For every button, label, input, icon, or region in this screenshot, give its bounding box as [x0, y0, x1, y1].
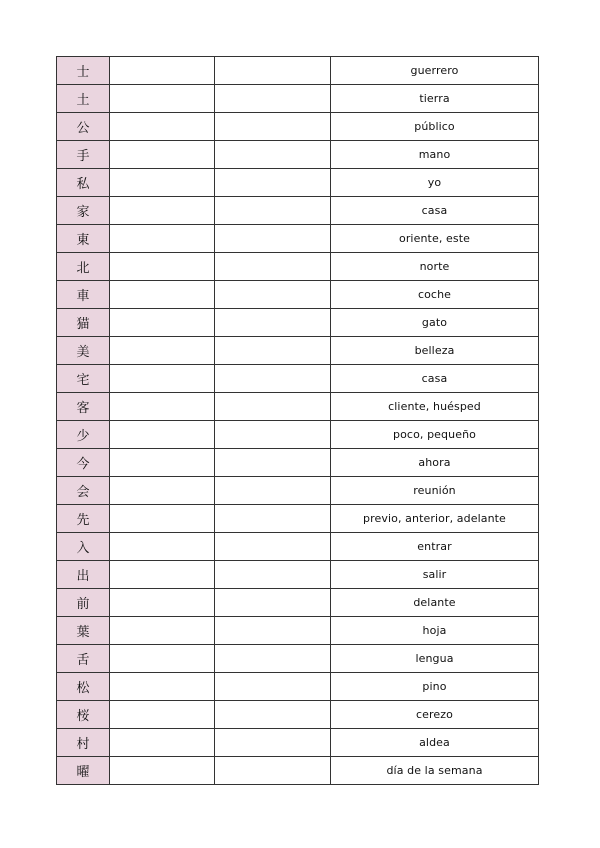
kanji-cell: 手: [57, 141, 110, 169]
table-row: [57, 365, 539, 393]
meaning-cell: pino: [331, 673, 539, 701]
writing-blank-cell: [215, 617, 331, 645]
meaning-cell: belleza: [331, 337, 539, 365]
table-row: [57, 645, 539, 673]
meaning-cell: oriente, este: [331, 225, 539, 253]
meaning-cell: casa: [331, 197, 539, 225]
reading-blank-cell: [110, 365, 215, 393]
reading-blank-cell: [110, 729, 215, 757]
writing-blank-cell: [215, 449, 331, 477]
meaning-cell: delante: [331, 589, 539, 617]
table-row: [57, 309, 539, 337]
reading-blank-cell: [110, 561, 215, 589]
writing-blank-cell: [215, 421, 331, 449]
kanji-cell: 今: [57, 449, 110, 477]
kanji-cell: 少: [57, 421, 110, 449]
writing-blank-cell: [215, 253, 331, 281]
writing-blank-cell: [215, 197, 331, 225]
table-row: [57, 141, 539, 169]
meaning-cell: salir: [331, 561, 539, 589]
kanji-cell: 宅: [57, 365, 110, 393]
table-row: [57, 393, 539, 421]
table-row: [57, 561, 539, 589]
kanji-cell: 猫: [57, 309, 110, 337]
reading-blank-cell: [110, 309, 215, 337]
kanji-cell: 松: [57, 673, 110, 701]
reading-blank-cell: [110, 113, 215, 141]
table-body: [57, 57, 539, 785]
writing-blank-cell: [215, 85, 331, 113]
meaning-cell: cerezo: [331, 701, 539, 729]
kanji-cell: 入: [57, 533, 110, 561]
kanji-cell: 車: [57, 281, 110, 309]
writing-blank-cell: [215, 589, 331, 617]
reading-blank-cell: [110, 337, 215, 365]
table-row: [57, 449, 539, 477]
kanji-cell: 前: [57, 589, 110, 617]
table-row: [57, 225, 539, 253]
writing-blank-cell: [215, 505, 331, 533]
writing-blank-cell: [215, 225, 331, 253]
meaning-cell: tierra: [331, 85, 539, 113]
reading-blank-cell: [110, 645, 215, 673]
kanji-cell: 家: [57, 197, 110, 225]
writing-blank-cell: [215, 645, 331, 673]
reading-blank-cell: [110, 225, 215, 253]
reading-blank-cell: [110, 253, 215, 281]
meaning-cell: mano: [331, 141, 539, 169]
kanji-cell: 舌: [57, 645, 110, 673]
kanji-cell: 曜: [57, 757, 110, 785]
meaning-cell: norte: [331, 253, 539, 281]
table-row: [57, 113, 539, 141]
writing-blank-cell: [215, 113, 331, 141]
writing-blank-cell: [215, 729, 331, 757]
table-row: [57, 253, 539, 281]
writing-blank-cell: [215, 141, 331, 169]
meaning-cell: público: [331, 113, 539, 141]
meaning-cell: reunión: [331, 477, 539, 505]
kanji-cell: 北: [57, 253, 110, 281]
table-row: [57, 281, 539, 309]
reading-blank-cell: [110, 393, 215, 421]
table-row: [57, 421, 539, 449]
meaning-cell: hoja: [331, 617, 539, 645]
meaning-cell: guerrero: [331, 57, 539, 85]
kanji-cell: 東: [57, 225, 110, 253]
writing-blank-cell: [215, 57, 331, 85]
reading-blank-cell: [110, 169, 215, 197]
kanji-cell: 私: [57, 169, 110, 197]
meaning-cell: cliente, huésped: [331, 393, 539, 421]
reading-blank-cell: [110, 197, 215, 225]
writing-blank-cell: [215, 169, 331, 197]
table-row: [57, 477, 539, 505]
kanji-cell: 会: [57, 477, 110, 505]
table-row: [57, 757, 539, 785]
kanji-cell: 土: [57, 85, 110, 113]
meaning-cell: casa: [331, 365, 539, 393]
kanji-cell: 出: [57, 561, 110, 589]
writing-blank-cell: [215, 561, 331, 589]
kanji-cell: 葉: [57, 617, 110, 645]
reading-blank-cell: [110, 141, 215, 169]
writing-blank-cell: [215, 365, 331, 393]
table-row: [57, 85, 539, 113]
writing-blank-cell: [215, 673, 331, 701]
meaning-cell: coche: [331, 281, 539, 309]
reading-blank-cell: [110, 449, 215, 477]
writing-blank-cell: [215, 393, 331, 421]
writing-blank-cell: [215, 477, 331, 505]
meaning-cell: gato: [331, 309, 539, 337]
meaning-cell: ahora: [331, 449, 539, 477]
meaning-cell: lengua: [331, 645, 539, 673]
reading-blank-cell: [110, 533, 215, 561]
kanji-cell: 村: [57, 729, 110, 757]
table-row: [57, 533, 539, 561]
table-row: [57, 337, 539, 365]
table-row: [57, 197, 539, 225]
writing-blank-cell: [215, 701, 331, 729]
reading-blank-cell: [110, 477, 215, 505]
table-row: [57, 617, 539, 645]
writing-blank-cell: [215, 337, 331, 365]
reading-blank-cell: [110, 617, 215, 645]
table-row: [57, 505, 539, 533]
kanji-cell: 客: [57, 393, 110, 421]
reading-blank-cell: [110, 757, 215, 785]
meaning-cell: día de la semana: [331, 757, 539, 785]
table-row: [57, 169, 539, 197]
kanji-vocabulary-table: [56, 56, 539, 785]
kanji-cell: 桜: [57, 701, 110, 729]
writing-blank-cell: [215, 309, 331, 337]
meaning-cell: aldea: [331, 729, 539, 757]
reading-blank-cell: [110, 589, 215, 617]
meaning-cell: poco, pequeño: [331, 421, 539, 449]
reading-blank-cell: [110, 57, 215, 85]
table-row: [57, 701, 539, 729]
table-row: [57, 729, 539, 757]
table-row: [57, 57, 539, 85]
reading-blank-cell: [110, 701, 215, 729]
kanji-cell: 公: [57, 113, 110, 141]
kanji-cell: 美: [57, 337, 110, 365]
meaning-cell: yo: [331, 169, 539, 197]
reading-blank-cell: [110, 505, 215, 533]
reading-blank-cell: [110, 673, 215, 701]
kanji-cell: 先: [57, 505, 110, 533]
reading-blank-cell: [110, 421, 215, 449]
writing-blank-cell: [215, 533, 331, 561]
reading-blank-cell: [110, 85, 215, 113]
meaning-cell: previo, anterior, adelante: [331, 505, 539, 533]
table-row: [57, 589, 539, 617]
meaning-cell: entrar: [331, 533, 539, 561]
writing-blank-cell: [215, 757, 331, 785]
table-row: [57, 673, 539, 701]
writing-blank-cell: [215, 281, 331, 309]
kanji-cell: 士: [57, 57, 110, 85]
reading-blank-cell: [110, 281, 215, 309]
